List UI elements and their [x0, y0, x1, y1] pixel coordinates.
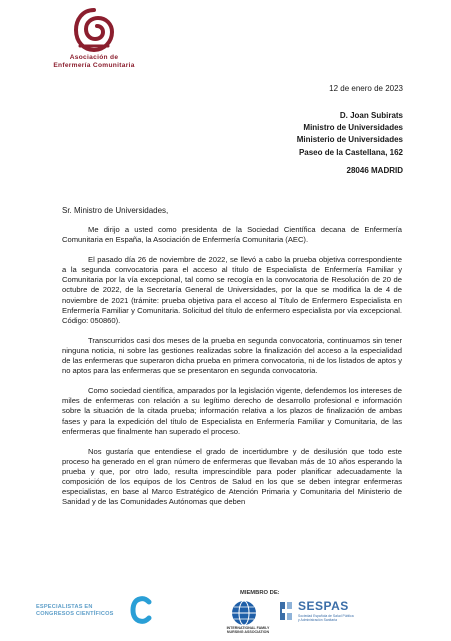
congress-c-icon [130, 596, 154, 624]
aec-spiral-icon [72, 6, 116, 54]
especialistas-text [36, 604, 114, 618]
greeting: Sr. Ministro de Universidades, [62, 206, 169, 215]
paragraph: Transcurridos casi dos meses de la prueba en segunda convocatoria, continuamos sin tener ninguna noticia, ni sobre las gestiones realizadas sobre la finalización del acceso a la especialidad de las enfermeras que superaron dicha prueba en primera convocatoria, ni de los listados de aptos y no aptos para las enfermeras que se presentaron en segunda convocatoria. [62, 335, 402, 376]
ifna-line2: NURSING ASSOCIATION [226, 630, 270, 635]
aec-logo [42, 6, 146, 70]
paragraph: El pasado día 26 de noviembre de 2022, se llevó a cabo la prueba objetiva correspondiente a la segunda convocatoria para el acceso al título de Especialista de Enfermería Familiar y Comunitaria por la vía excepcional, tal como se recogía en la convocatoria de Resolución de 20 de octubre de 2022, de la Secretaría General de Universidades, por la que se modifica la de 4 de noviembre de 2021 (trámite: prueba objetiva para el acceso al Título de Enfermero Especialista en Enfermería Familiar y Comunitaria. Solicitud del título de enfermero especialista por vía excepcional. Código: 050860). [62, 255, 402, 325]
recipient-title: Ministro de Universidades [303, 123, 403, 133]
letter-date: 12 de enero de 2023 [329, 84, 403, 93]
org-name-line1: Asociación de [69, 54, 119, 61]
paragraph: Me dirijo a usted como presidenta de la Sociedad Científica decana de Enfermería Comunitaria en España, la Asociación de Enfermería Comunitaria (AEC). [62, 225, 402, 245]
sespas-name: SESPAS [298, 599, 349, 613]
paragraph: Nos gustaría que entendiese el grado de incertidumbre y de desilusión que todo este proceso ha generado en el gran número de enfermeras que llevaban más de 10 años esperando la prueba y que, por otro lado, resulta imprescindible para poder planificar adecuadamente la composición de los equipos de los Centros de Salud en los que se deben integrar enfermeras especialistas, en base al Marco Estratégico de Atención Primaria y Comunitaria del Ministerio de Sanidad y de las Comunidades Autónomas que deben [62, 446, 402, 507]
paragraph: Como sociedad científica, amparados por la legislación vigente, defendemos los intereses de miles de enfermeras con relación a su legítimo derecho de desarrollo profesional e información sobre la situación de la citada prueba; información relativa a los plazos de finalización de ambas fases y para la expedición del título de Especialista en Enfermería Familiar y Comunitaria, de las enfermeras que finalmente han superado el proceso. [62, 386, 402, 436]
especialistas-line1: ESPECIALISTAS EN [36, 604, 93, 610]
org-name-line2: Enfermería Comunitaria [53, 62, 135, 69]
recipient-address: Paseo de la Castellana, 162 [298, 147, 403, 157]
sespas-subtitle [298, 614, 388, 622]
sespas-mark-icon [278, 600, 296, 622]
footer [0, 586, 451, 641]
especialistas-line2: CONGRESOS CIENTÍFICOS [36, 611, 114, 617]
recipient-city: 28046 MADRID [346, 165, 403, 175]
ifna-line1: INTERNATIONAL FAMILY [226, 626, 270, 630]
recipient-name: D. Joan Subirats [339, 111, 403, 120]
recipient-block [297, 110, 403, 177]
letter-body [62, 225, 402, 517]
sespas-sub-line1: Sociedad Española de Salud Pública [298, 614, 354, 618]
ifna-text [218, 626, 278, 635]
sespas-sub-line2: y Administración Sanitaria [298, 618, 338, 623]
member-label: MIEMBRO DE: [240, 590, 280, 596]
recipient-ministry: Ministerio de Universidades [296, 135, 403, 145]
